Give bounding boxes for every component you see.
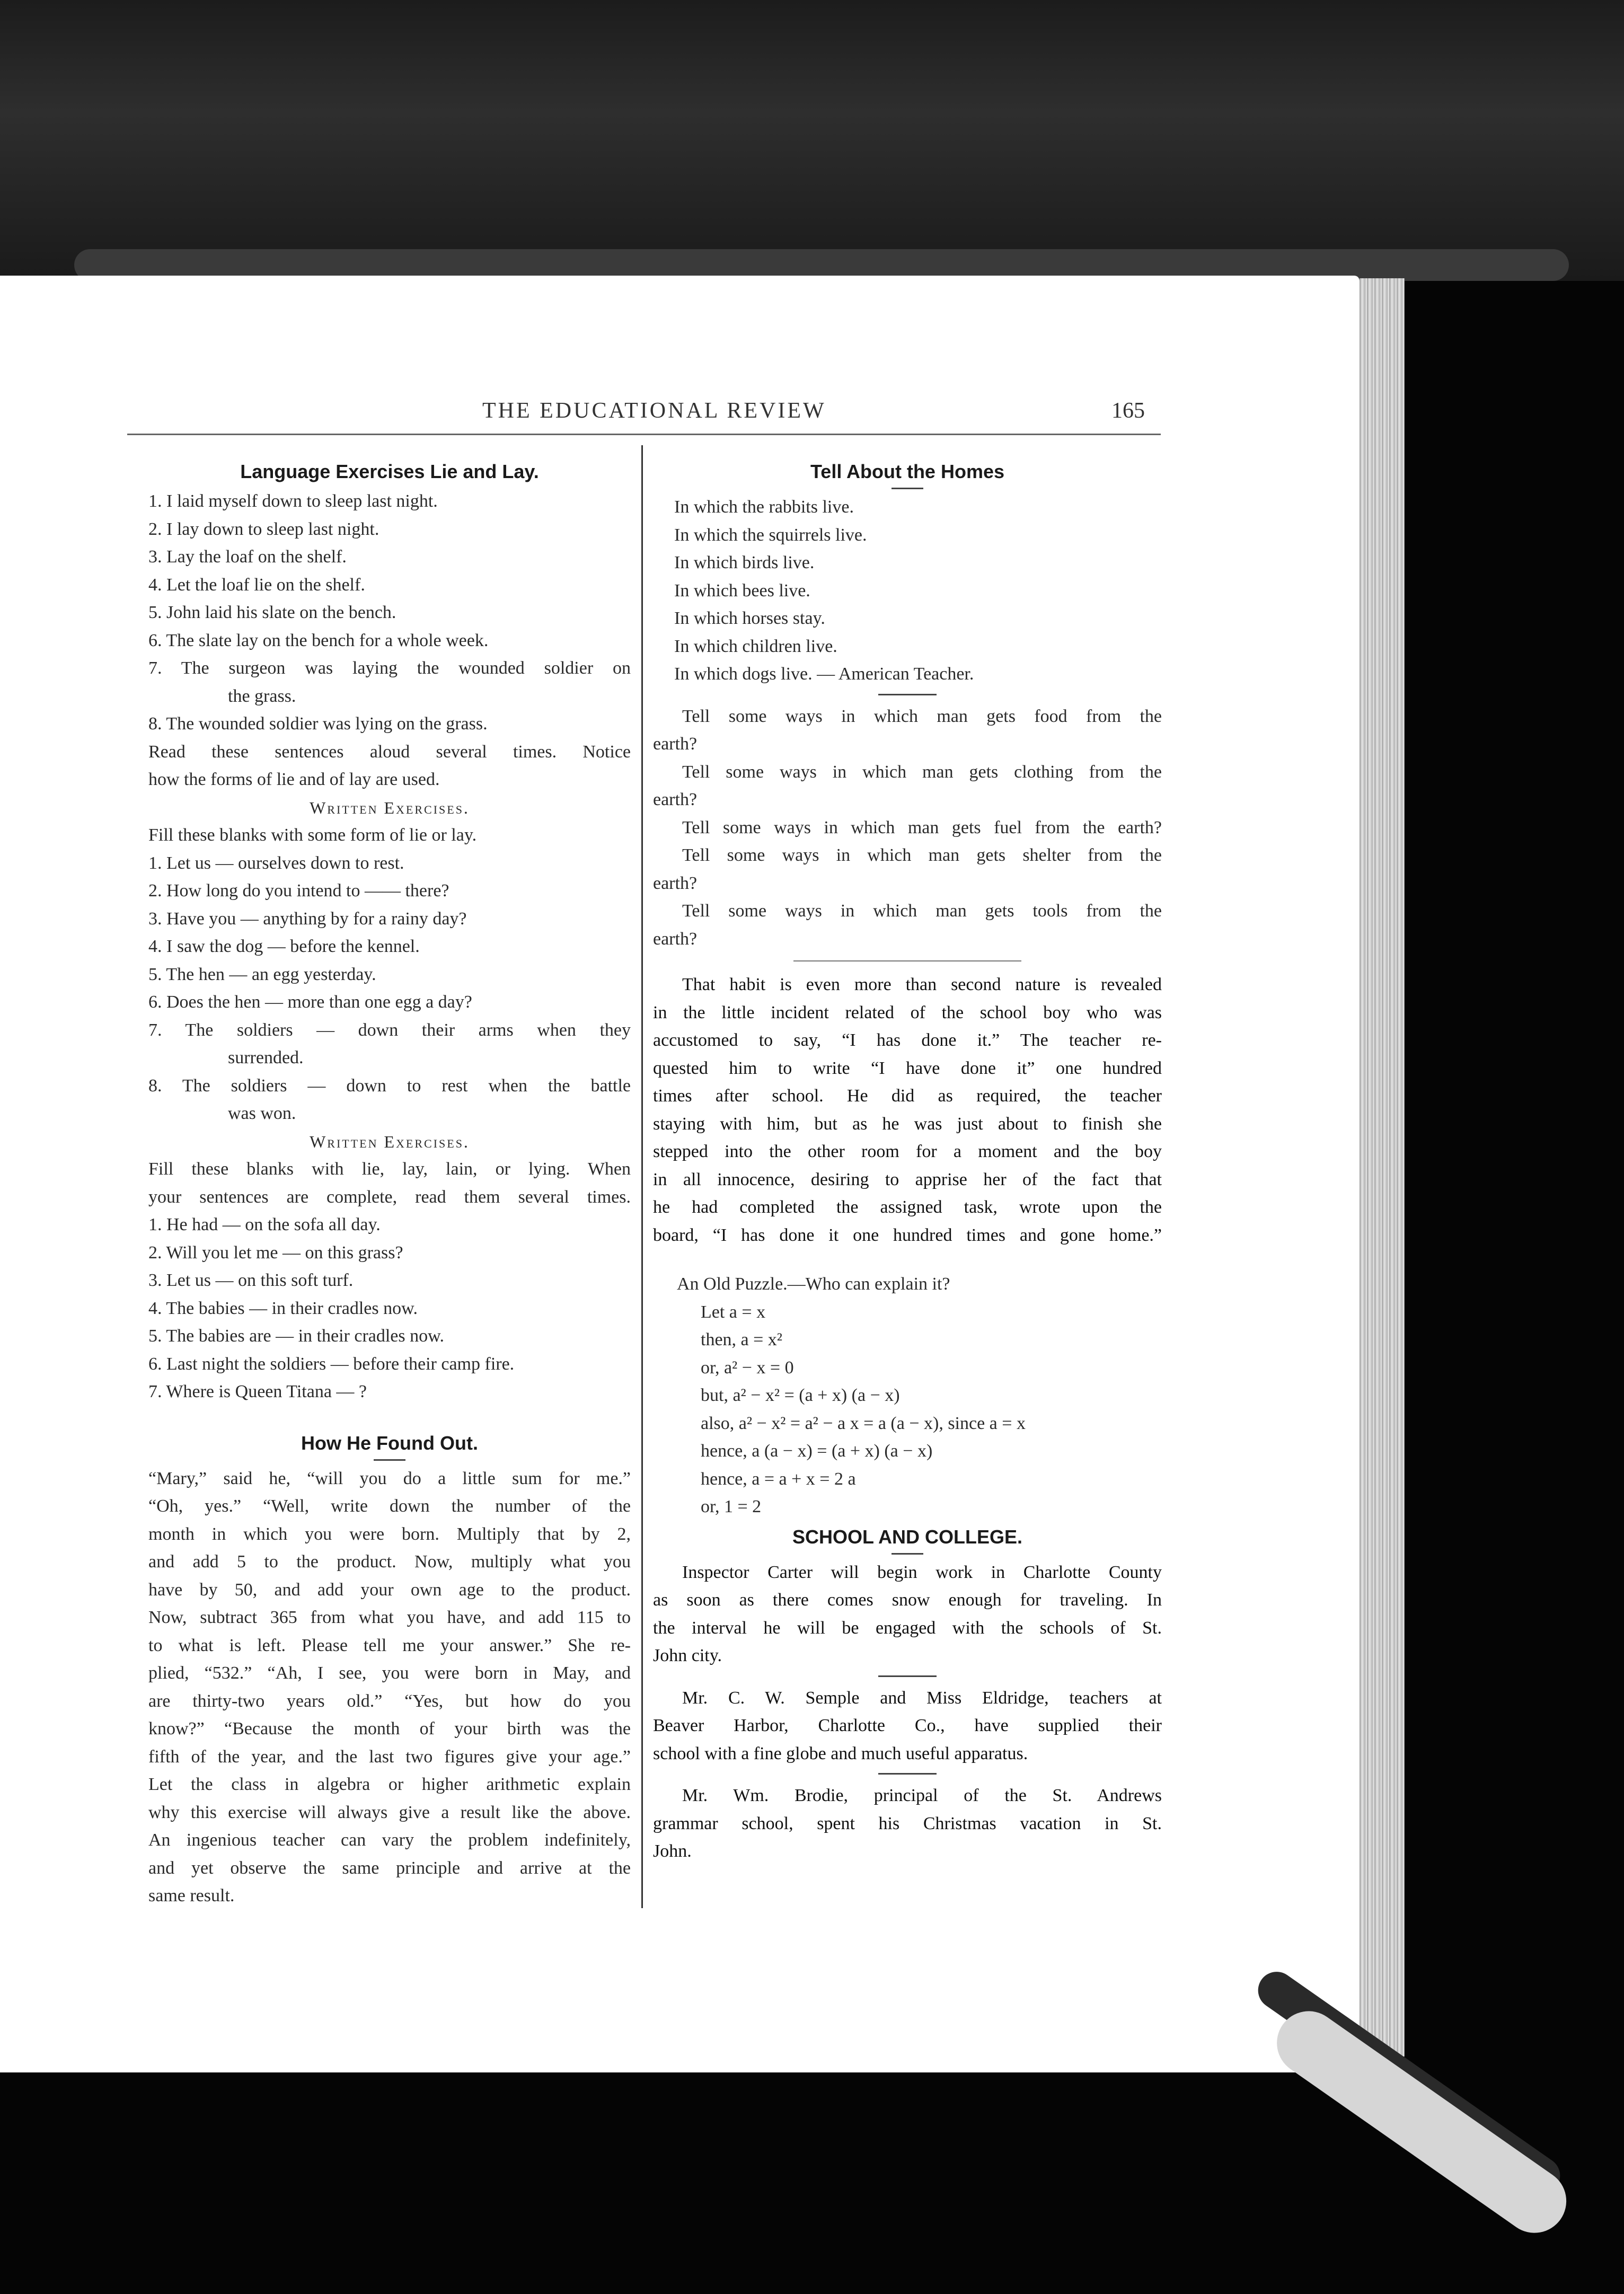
puzzle-line: then, a = x² (701, 1330, 782, 1349)
text-line: An ingenious teacher can vary the problem indefinitely, (148, 1830, 631, 1850)
text-line: 1. He had — on the sofa all day. (148, 1215, 381, 1234)
text-line: Tell some ways in which man gets clothing from the (682, 762, 1162, 782)
text-line: he had completed the assigned task, wrote upon the (653, 1197, 1162, 1217)
text-line: 8. The soldiers — down to rest when the battle (148, 1075, 631, 1096)
text-line: grammar school, spent his Christmas vacation in St. (653, 1813, 1162, 1833)
puzzle-line: hence, a = a + x = 2 a (701, 1469, 856, 1489)
text-line: to what is left. Please tell me your answer.” She re- (148, 1635, 631, 1655)
how-he-found-out-heading: How He Found Out. (301, 1432, 478, 1454)
written-exercises-heading: Written Exercises. (310, 798, 470, 817)
text-line: the interval he will be engaged with the schools of St. (653, 1618, 1162, 1638)
text-line: fifth of the year, and the last two figures give your age.” (148, 1746, 631, 1767)
puzzle-line: Let a = x (701, 1302, 766, 1322)
text-line: the grass. (228, 686, 296, 706)
text-line: John city. (653, 1646, 722, 1665)
text-line: as soon as there comes snow enough for traveling. In (653, 1590, 1162, 1610)
text-line: Mr. C. W. Semple and Miss Eldridge, teachers at (682, 1688, 1162, 1708)
heading-dash (892, 488, 923, 489)
text-line: plied, “532.” “Ah, I see, you were born in May, and (148, 1663, 631, 1683)
item-rule (878, 1675, 937, 1677)
text-line: school with a fine globe and much useful apparatus. (653, 1743, 1028, 1763)
heading-dash (892, 1553, 923, 1555)
heading-dash (374, 1459, 405, 1461)
puzzle-line: hence, a (a − x) = (a + x) (a − x) (701, 1441, 933, 1461)
tell-about-homes-heading: Tell About the Homes (810, 461, 1004, 482)
text-line: In which children live. (674, 636, 837, 656)
text-line: In which bees live. (674, 580, 810, 601)
text-line: 2. Will you let me — on this grass? (148, 1242, 403, 1263)
left-column (148, 456, 631, 1910)
text-line: 7. Where is Queen Titana — ? (148, 1382, 367, 1401)
text-line: know?” “Because the month of your birth was the (148, 1719, 631, 1739)
text-line: 6. The slate lay on the bench for a whole week. (148, 630, 489, 650)
text-line: 2. How long do you intend to —— there? (148, 881, 449, 901)
text-line: and add 5 to the product. Now, multiply what you (148, 1552, 631, 1572)
text-line: board, “I has done it one hundred times and gone home.” (653, 1225, 1162, 1245)
text-line: Tell some ways in which man gets shelter from the (682, 845, 1162, 865)
text-line: your sentences are complete, read them several times. (148, 1187, 631, 1207)
text-line: 5. John laid his slate on the bench. (148, 603, 396, 622)
puzzle-line: or, a² − x = 0 (701, 1357, 794, 1378)
text-line: 3. Have you — anything by for a rainy day? (148, 908, 467, 929)
page-number: 165 (1111, 399, 1145, 423)
text-line: In which the rabbits live. (674, 497, 854, 517)
text-line: in all innocence, desiring to apprise her of the fact that (653, 1169, 1162, 1189)
running-head (122, 392, 1145, 429)
text-line: 4. Let the loaf lie on the shelf. (148, 575, 365, 595)
section-rule (793, 960, 1021, 961)
text-line: Let the class in algebra or higher arithmetic explain (148, 1775, 631, 1794)
text-line: and yet observe the same principle and arrive at the (148, 1858, 631, 1878)
text-line: earth? (653, 929, 698, 949)
text-line: 5. The babies are — in their cradles now. (148, 1326, 444, 1346)
text-line: In which dogs live. — American Teacher. (674, 664, 974, 684)
page-stack-edge (1360, 278, 1405, 2057)
text-line: In which birds live. (674, 553, 815, 572)
puzzle-line: or, 1 = 2 (701, 1497, 762, 1516)
text-line: 1. I laid myself down to sleep last night. (148, 491, 438, 511)
text-line: 3. Lay the loaf on the shelf. (148, 547, 347, 567)
written-exercises-heading: Written Exercises. (310, 1132, 470, 1151)
text-line: surrended. (228, 1048, 304, 1067)
text-line: stepped into the other room for a moment and the boy (653, 1142, 1162, 1161)
text-line: quested him to write “I have done it” one hundred (653, 1058, 1162, 1078)
text-line: have by 50, and add your own age to the product. (148, 1580, 631, 1600)
section-rule (878, 694, 937, 695)
text-line: earth? (653, 790, 698, 809)
spacer (653, 1249, 1162, 1270)
text-line: earth? (653, 873, 698, 893)
text-line: why this exercise will always give a result like the above. (148, 1802, 631, 1822)
book-holder-bar (1265, 1999, 1579, 2245)
text-line: Beaver Harbor, Charlotte Co., have supplied their (653, 1716, 1162, 1735)
text-line: Inspector Carter will begin work in Charlotte County (682, 1562, 1162, 1582)
language-exercises-heading: Language Exercises Lie and Lay. (240, 461, 539, 482)
text-line: 4. The babies — in their cradles now. (148, 1298, 418, 1318)
text-line: Fill these blanks with lie, lay, lain, or lying. When (148, 1159, 631, 1179)
journal-title: THE EDUCATIONAL REVIEW (482, 399, 826, 423)
text-line: Tell some ways in which man gets fuel from the earth? (682, 817, 1162, 837)
text-line: John. (653, 1841, 692, 1861)
puzzle-line: also, a² − x² = a² − a x = a (a − x), since a = x (701, 1413, 1026, 1433)
text-line: times after school. He did as required, the teacher (653, 1086, 1162, 1106)
text-line: 7. The surgeon was laying the wounded soldier on (148, 658, 631, 678)
spacer (148, 1406, 631, 1427)
puzzle-line: but, a² − x² = (a + x) (a − x) (701, 1386, 900, 1405)
text-line: 6. Last night the soldiers — before their camp fire. (148, 1354, 515, 1374)
right-column (653, 456, 1162, 1866)
text-line: are thirty-two years old.” “Yes, but how do you (148, 1691, 631, 1711)
text-line: Now, subtract 365 from what you have, and add 115 to (148, 1608, 631, 1627)
text-line: 8. The wounded soldier was lying on the grass. (148, 714, 488, 734)
text-line: “Mary,” said he, “will you do a little sum for me.” (148, 1468, 631, 1488)
text-line: month in which you were born. Multiply that by 2, (148, 1524, 631, 1544)
text-line: 3. Let us — on this soft turf. (148, 1270, 354, 1290)
text-line: In which the squirrels live. (674, 525, 867, 545)
text-line: 1. Let us — ourselves down to rest. (148, 853, 404, 873)
column-rule (641, 445, 643, 1908)
text-line: 7. The soldiers — down their arms when they (148, 1020, 631, 1040)
text-line: Read these sentences aloud several times. Notice (148, 742, 631, 762)
text-line: 5. The hen — an egg yesterday. (148, 964, 376, 984)
text-line: accustomed to say, “I has done it.” The teacher re- (653, 1030, 1162, 1050)
text-line: staying with him, but as he was just about to finish she (653, 1114, 1162, 1134)
text-line: 2. I lay down to sleep last night. (148, 519, 379, 539)
text-line: That habit is even more than second nature is revealed (682, 975, 1162, 994)
text-line: Fill these blanks with some form of lie or lay. (148, 825, 477, 845)
item-rule (878, 1773, 937, 1775)
text-line: Tell some ways in which man gets tools from the (682, 901, 1162, 921)
scan-background (0, 0, 1624, 281)
text-line: 4. I saw the dog — before the kennel. (148, 937, 420, 956)
text-line: how the forms of lie and of lay are used. (148, 770, 440, 789)
text-line: same result. (148, 1886, 235, 1905)
header-rule (127, 434, 1161, 435)
old-puzzle-title: An Old Puzzle.—Who can explain it? (677, 1274, 950, 1294)
text-line: In which horses stay. (674, 608, 825, 628)
text-line: “Oh, yes.” “Well, write down the number of the (148, 1496, 631, 1516)
text-line: Mr. Wm. Brodie, principal of the St. Andrews (682, 1786, 1162, 1805)
text-line: Tell some ways in which man gets food from the (682, 706, 1162, 726)
text-line: 6. Does the hen — more than one egg a day? (148, 992, 472, 1012)
school-and-college-heading: SCHOOL AND COLLEGE. (792, 1525, 1023, 1548)
text-line: in the little incident related of the school boy who was (653, 1002, 1162, 1022)
text-line: was won. (228, 1104, 296, 1123)
text-line: earth? (653, 734, 698, 754)
